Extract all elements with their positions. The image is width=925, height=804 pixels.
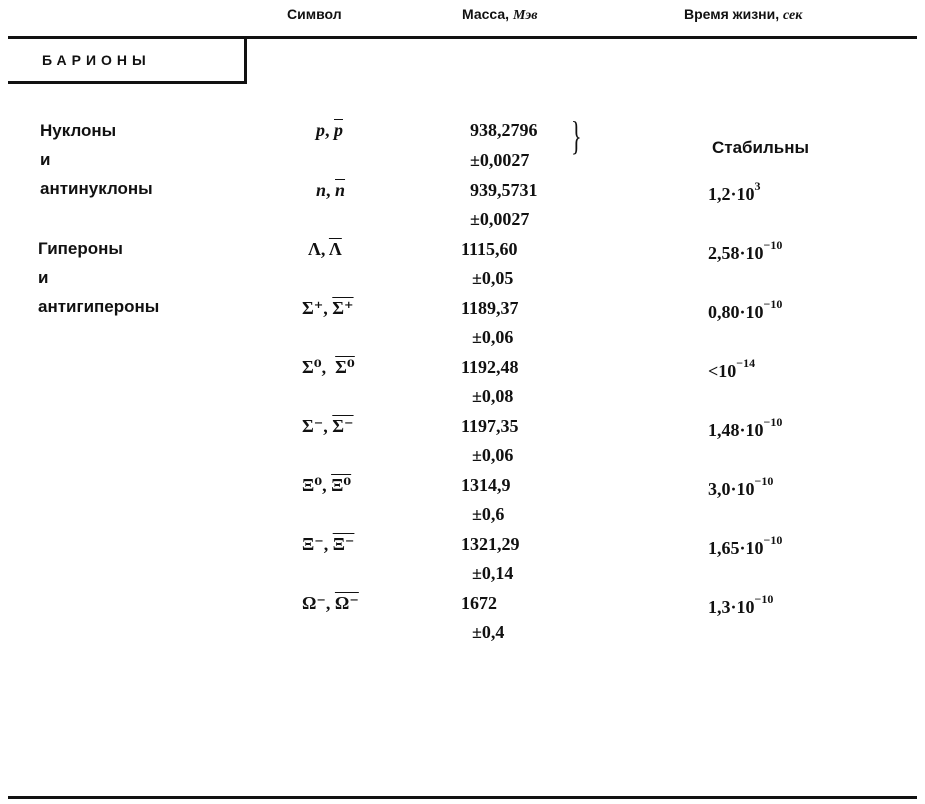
particle-symbol: Ω⁻, Ω⁻ [302,593,359,613]
brace-glyph: } [571,113,582,158]
particle-symbol: n, $\overline{n}$ [316,180,346,200]
mass-value: 938,2796 [470,120,538,140]
mass-error: ±0,08 [472,386,514,406]
group-line: Гипероны [38,239,123,258]
particle-symbol: Ξ⁰, Ξ⁰ [302,475,352,495]
mass-label: Масса, [462,6,510,22]
lifetime-unit: сек [783,8,803,23]
mass-error: ±0,4 [472,622,505,642]
mass-error: ±0,06 [472,445,514,465]
lifetime-value: $2,58\cdot 10^{-10}$ [708,238,783,263]
mass-error: ±0,0027 [470,150,530,170]
group-hyperons [38,234,159,321]
lifetime-value: $1,48\cdot 10^{-10}$ [708,415,783,440]
mass-unit: Мэв [512,8,538,23]
particle-symbol: Σ⁻, Σ⁻ [302,416,354,436]
mass-error: ±0,05 [472,268,514,288]
particle-symbol: Λ, $\overline{\Lambda}$ [308,239,342,259]
section-title: БАРИОНЫ [42,52,151,68]
lifetime-value: $1,3\cdot 10^{-10}$ [708,592,774,617]
group-line: антинуклоны [40,179,153,198]
bottom-rule [8,796,917,799]
lifetime-value: $3,0\cdot 10^{-10}$ [708,474,774,499]
mass-value: 1197,35 [461,416,519,436]
group-line: Нуклоны [40,121,117,140]
mass-value: 939,5731 [470,180,538,200]
lifetime-stable: Стабильны [712,138,810,157]
particle-symbol: Ξ⁻, Ξ⁻ [302,534,355,554]
mass-error: ±0,0027 [470,209,530,229]
mass-error: ±0,6 [472,504,505,524]
group-nucleons [40,116,153,203]
mass-value: 1314,9 [461,475,511,495]
particle-symbol: p, $\overline{p}$ [316,120,343,140]
mass-error: ±0,14 [472,563,514,583]
column-header-mass [462,6,537,24]
mass-value: 1115,60 [461,239,518,259]
particle-symbol: Σ⁰, Σ⁰ [302,357,355,377]
particle-symbol: Σ⁺, Σ⁺ [302,298,354,318]
lifetime-value: $1,2\cdot 10^3$ [708,179,761,204]
group-line: и [40,150,51,169]
group-line: антигипероны [38,297,160,316]
lifetime-value: $0,80\cdot 10^{-10}$ [708,297,783,322]
lifetime-value: $<10^{-14}$ [708,356,756,381]
column-header-symbol: Символ [287,6,342,22]
mass-value: 1189,37 [461,298,519,318]
mass-error: ±0,06 [472,327,514,347]
group-line: и [38,268,49,287]
lifetime-label: Время жизни, [684,6,780,22]
mass-value: 1192,48 [461,357,519,377]
lifetime-value: $1,65\cdot 10^{-10}$ [708,533,783,558]
column-header-lifetime [684,6,802,24]
mass-value: 1321,29 [461,534,520,554]
mass-value: 1672 [461,593,497,613]
